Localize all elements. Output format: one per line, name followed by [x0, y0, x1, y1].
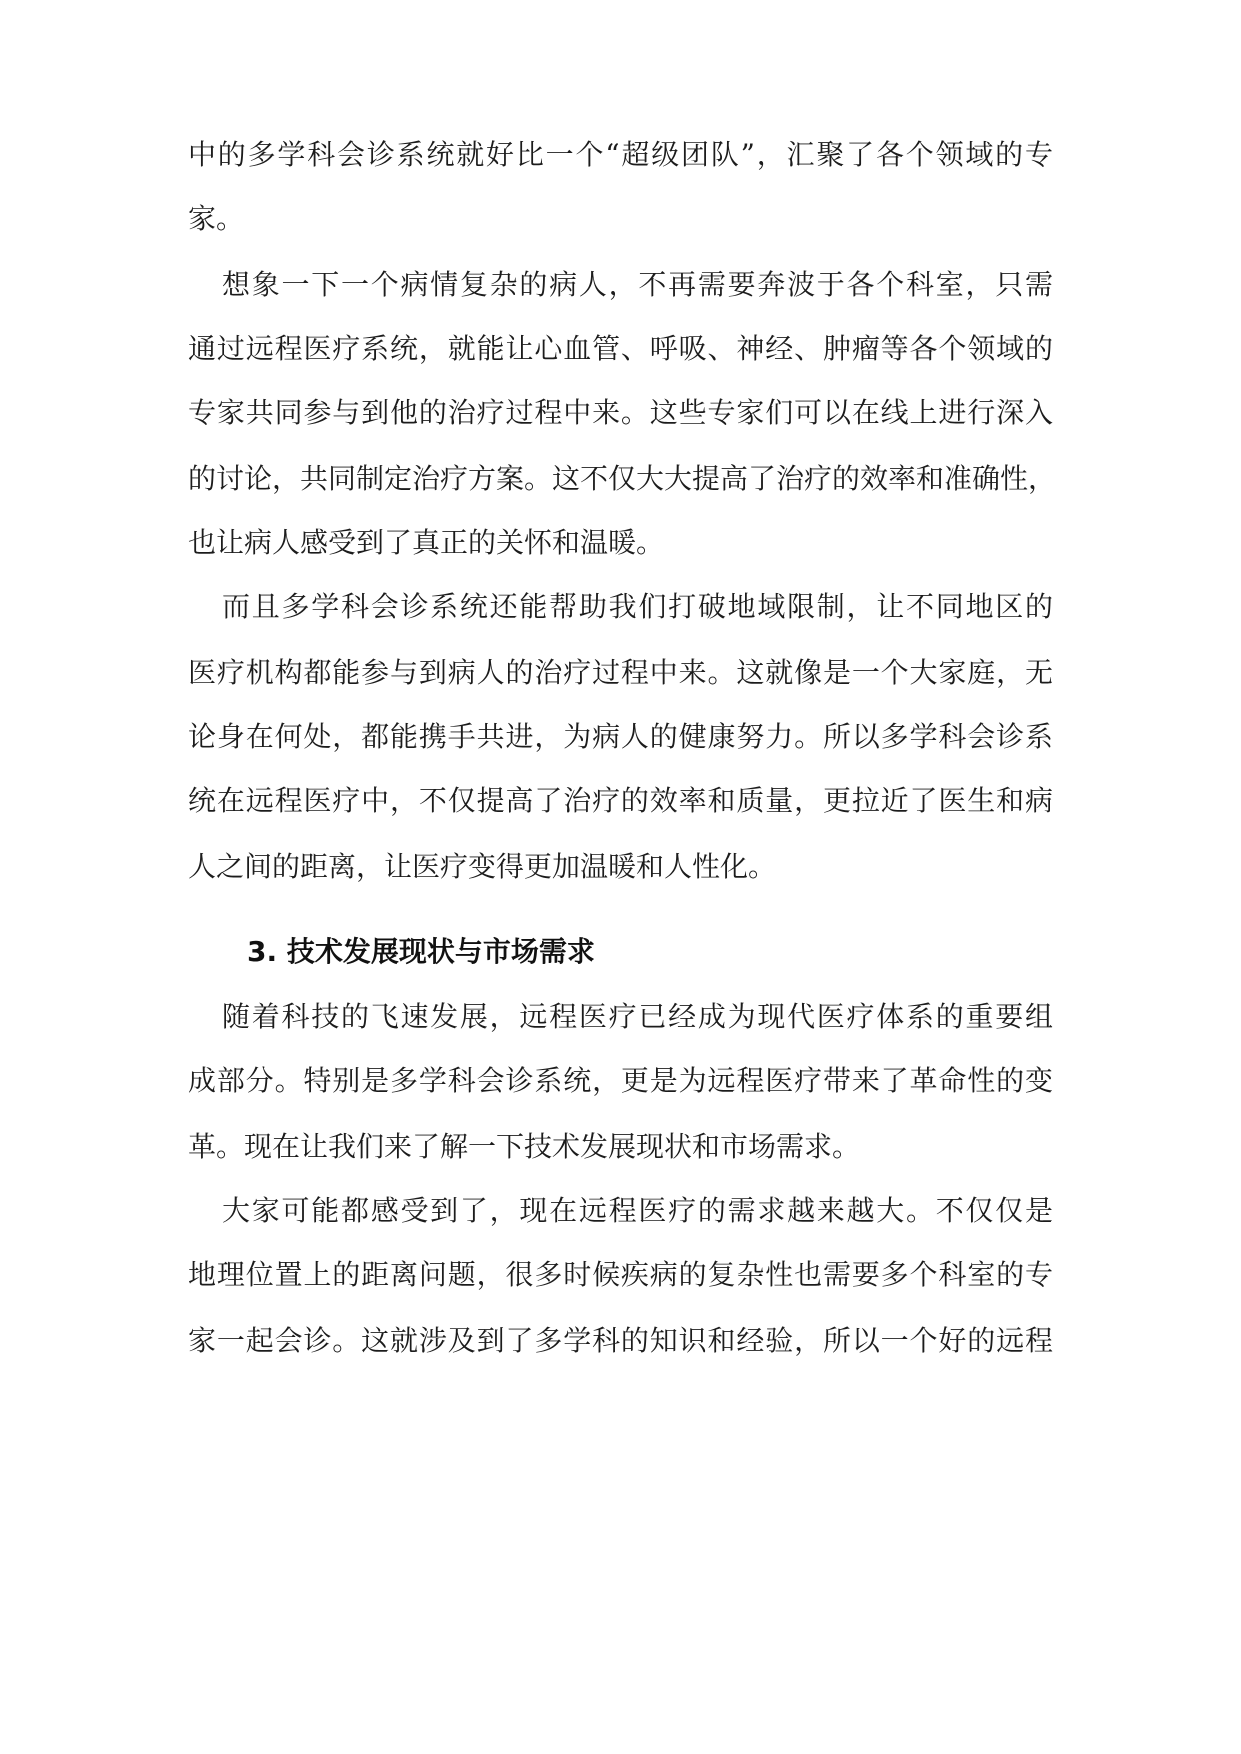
section-heading: 3. 技术发展现状与市场需求: [247, 935, 595, 968]
paragraph-3-line-3: 论身在何处，都能携手共进，为病人的健康努力。所以多学科会诊系: [188, 720, 1053, 753]
section-paragraph-1-line-3: 革。现在让我们来了解一下技术发展现状和市场需求。: [188, 1130, 861, 1163]
paragraph-3-line-2: 医疗机构都能参与到病人的治疗过程中来。这就像是一个大家庭，无: [188, 656, 1053, 689]
section-paragraph-2-line-3: 家一起会诊。这就涉及到了多学科的知识和经验，所以一个好的远程: [188, 1324, 1053, 1357]
section-paragraph-2-line-2: 地理位置上的距离问题，很多时候疾病的复杂性也需要多个科室的专: [188, 1258, 1053, 1291]
paragraph-1-line-2: 家。: [188, 202, 245, 235]
paragraph-2-line-3: 专家共同参与到他的治疗过程中来。这些专家们可以在线上进行深入: [188, 396, 1053, 429]
paragraph-3-line-1: 而且多学科会诊系统还能帮助我们打破地域限制，让不同地区的: [222, 590, 1053, 623]
paragraph-3-line-5: 人之间的距离，让医疗变得更加温暖和人性化。: [188, 850, 777, 883]
section-paragraph-1-line-2: 成部分。特别是多学科会诊系统，更是为远程医疗带来了革命性的变: [188, 1064, 1053, 1097]
paragraph-2-line-1: 想象一下一个病情复杂的病人，不再需要奔波于各个科室，只需: [222, 268, 1053, 301]
paragraph-2-line-4: 的讨论，共同制定治疗方案。这不仅大大提高了治疗的效率和准确性，: [188, 462, 1057, 495]
section-paragraph-2-line-1: 大家可能都感受到了，现在远程医疗的需求越来越大。不仅仅是: [222, 1194, 1053, 1227]
section-paragraph-1-line-1: 随着科技的飞速发展，远程医疗已经成为现代医疗体系的重要组: [222, 1000, 1053, 1033]
paragraph-2-line-2: 通过远程医疗系统，就能让心血管、呼吸、神经、肿瘤等各个领域的: [188, 332, 1053, 365]
paragraph-3-line-4: 统在远程医疗中，不仅提高了治疗的效率和质量，更拉近了医生和病: [188, 784, 1053, 817]
paragraph-1-line-1: 中的多学科会诊系统就好比一个“超级团队”，汇聚了各个领域的专: [188, 138, 1053, 171]
paragraph-2-line-5: 也让病人感受到了真正的关怀和温暖。: [188, 526, 665, 559]
